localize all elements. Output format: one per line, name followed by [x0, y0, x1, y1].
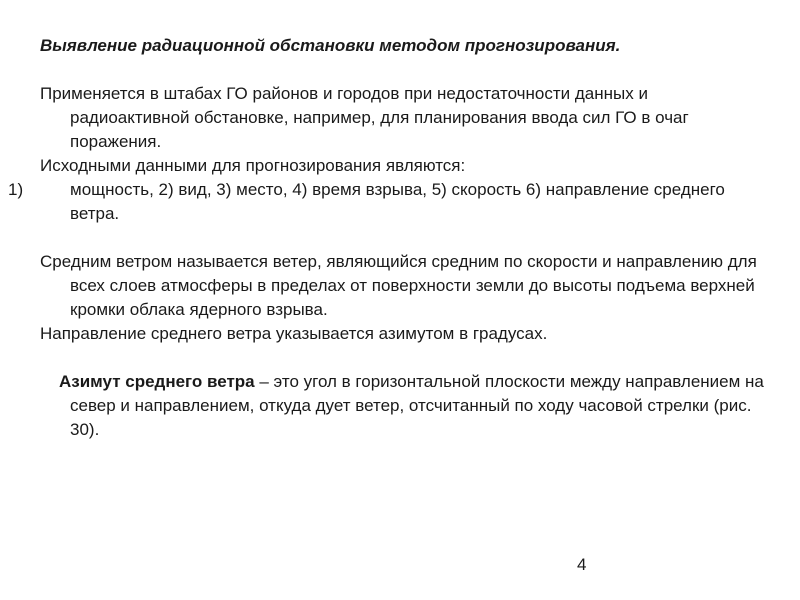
paragraph-input-data: Исходными данными для прогнозирования являются:: [40, 156, 466, 175]
spacer: [40, 226, 770, 250]
paragraph-applies: Применяется в штабах ГО районов и городов при недостаточности данных и радиоактивной обстановке, например, для планирования ввода сил ГО в очаг поражения.: [40, 84, 689, 151]
list-number: 1): [8, 180, 24, 199]
azimuth-definition: – это угол в горизонтальной плоскости между направлением на север и направлением, откуда дует ветер, отсчитанный по ходу часовой стрелки (рис. 30).: [70, 372, 764, 439]
azimuth-term: Азимут среднего ветра: [59, 372, 255, 391]
list-item-text: мощность, 2) вид, 3) место, 4) время взрыва, 5) скорость 6) направление среднего ветра.: [70, 180, 725, 223]
spacer: [40, 58, 770, 82]
paragraph-azimuth: [40, 370, 770, 442]
slide-title: Выявление радиационной обстановки методом прогнозирования.: [40, 36, 621, 55]
spacer: [40, 346, 770, 370]
slide-content: [8, 34, 770, 442]
paragraph-wind-direction: Направление среднего ветра указывается азимутом в градусах.: [40, 324, 548, 343]
page-number: 4: [577, 555, 587, 574]
paragraph-mean-wind: Средним ветром называется ветер, являющийся средним по скорости и направлению для всех слоев атмосферы в пределах от поверхности земли до высоты подъема верхней кромки облака ядерного взрыва.: [40, 252, 757, 319]
numbered-list-item: [8, 178, 770, 226]
